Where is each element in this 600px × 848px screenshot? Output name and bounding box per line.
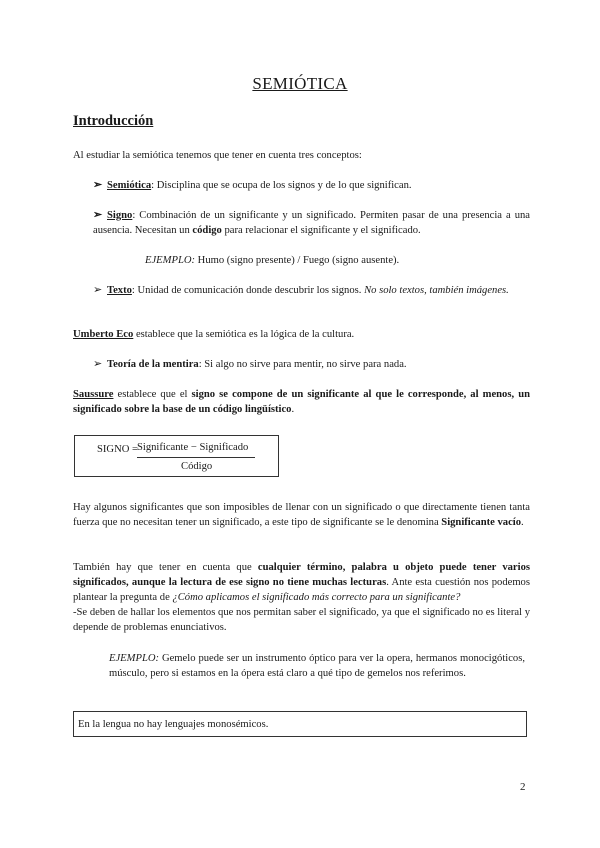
formula-fraction-line (137, 457, 255, 458)
term-signo: Signo (107, 210, 133, 221)
eco-paragraph (73, 327, 530, 342)
intro-paragraph: Al estudiar la semiótica tenemos que tener en cuenta tres conceptos: (73, 150, 362, 161)
saussure-text1: establece que el (113, 389, 192, 400)
saussure-text2: . (291, 404, 295, 415)
formula-lhs: SIGNO = (97, 444, 138, 455)
bullet-arrow-icon: ➢ (93, 209, 103, 221)
formula-numerator: Significante − Significado (137, 442, 249, 453)
page-number: 2 (520, 781, 526, 793)
bullet-semiotica (93, 178, 530, 193)
signo-formula-box (74, 435, 279, 477)
saussure-bold: signo se compone de un significante al que le corresponde, al menos, un significado sobre la base de un código lingüístico (73, 389, 530, 415)
varios-text2: . Ante esta cuestión nos podemos plantear la pregunta de (73, 577, 530, 603)
term-semiotica: Semiótica (107, 180, 152, 191)
monosemicos-note-box (73, 711, 527, 737)
definition-signo-part1: : Combinación de un significante y un significado. Permiten pasar de una presencia a una ausencia. Necesitan un (93, 210, 530, 236)
definition-texto-italic: No solo textos, también imágenes. (364, 285, 509, 296)
bullet-teoria-mentira (93, 357, 530, 372)
page-title: SEMIÓTICA (252, 74, 348, 93)
section-heading-introduccion: Introducción (73, 113, 154, 129)
bullet-signo (93, 208, 530, 238)
bullet-arrow-icon: ➢ (93, 358, 103, 370)
eco-text: establece que la semiótica es la lógica de la cultura. (133, 329, 355, 340)
author-eco: Umberto Eco (73, 329, 134, 340)
author-saussure: Saussure (73, 389, 114, 400)
mentira-text: : Si algo no sirve para mentir, no sirve para nada. (198, 359, 407, 370)
varios-bold: cualquier término, palabra u objeto puede tener varios significados, aunque la lectura de ese signo no tiene muchas lecturas (73, 562, 530, 588)
example-gemelo-text: Gemelo puede ser un instrumento óptico para ver la opera, hermanos monocigóticos, músculo, pero si estamos en la ópera está claro a qué tipo de gemelos nos referimos. (109, 653, 525, 679)
term-texto: Texto (107, 285, 132, 296)
example-label: EJEMPLO: (109, 653, 160, 664)
varios-line2: -Se deben de hallar los elementos que nos permitan saber el significado, ya que el significado no es literal y depende de problemas enunciativos. (73, 607, 530, 633)
varios-significados-paragraph (73, 560, 530, 635)
example-humo-fuego (145, 253, 525, 268)
varios-text1: También hay que tener en cuenta que (73, 562, 258, 573)
monosemicos-note-text: En la lengua no hay lenguajes monosémicos. (78, 719, 269, 730)
definition-signo-part2: para relacionar el significante y el significado. (221, 225, 421, 236)
imposibles-text: Hay algunos significantes que son imposibles de llenar con un significado o que directamente tienen tanta fuerza que no necesitan tener un significado, a este tipo de significante se le denomina (73, 502, 530, 528)
term-teoria-mentira: Teoría de la mentira (107, 359, 199, 370)
bullet-arrow-icon: ➢ (93, 284, 103, 296)
example-gemelo (109, 651, 525, 681)
example-label: EJEMPLO: (145, 255, 196, 266)
definition-semiotica: : Disciplina que se ocupa de los signos y de lo que significan. (151, 180, 412, 191)
term-significante-vacio: Significante vacío (441, 517, 522, 528)
varios-question: ¿Cómo aplicamos el significado más correcto para un significante? (172, 592, 461, 603)
example-text: Humo (signo presente) / Fuego (signo ausente). (195, 255, 400, 266)
bullet-arrow-icon: ➢ (93, 179, 103, 191)
significante-vacio-paragraph (73, 500, 530, 530)
bullet-texto (93, 283, 530, 298)
imposibles-end: . (521, 517, 524, 528)
term-codigo: código (192, 225, 222, 236)
saussure-paragraph (73, 387, 530, 417)
definition-texto: : Unidad de comunicación donde descubrir los signos. (131, 285, 365, 296)
formula-denominator: Código (181, 461, 213, 472)
